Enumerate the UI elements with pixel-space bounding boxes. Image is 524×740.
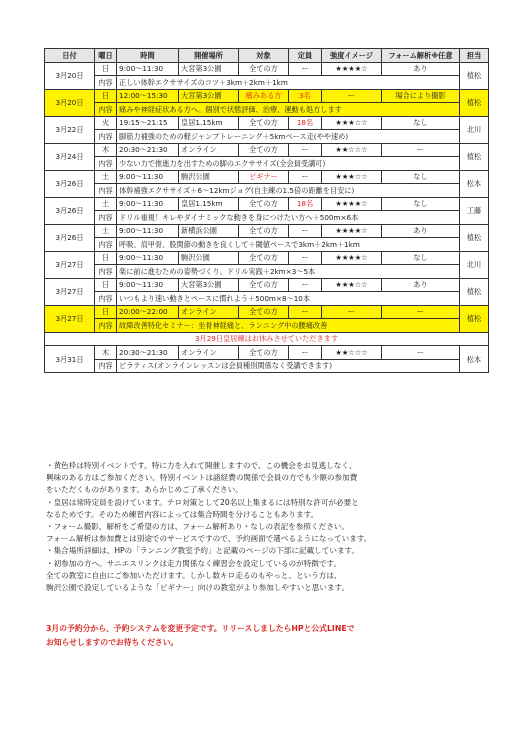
session-date: 3月22日 xyxy=(45,116,95,143)
session-time: 20:00～22:00 xyxy=(117,305,179,319)
session-date: 3月26日 xyxy=(45,224,95,251)
content-label: 内容 xyxy=(95,103,117,117)
session-form-analysis: あり xyxy=(382,224,460,238)
session-date: 3月27日 xyxy=(45,305,95,332)
header-form-analysis: フォーム解析※任意 xyxy=(382,49,460,63)
content-label: 内容 xyxy=(95,76,117,90)
session-form-analysis: なし xyxy=(382,197,460,211)
session-day: 土 xyxy=(95,170,117,184)
session-date: 3月24日 xyxy=(45,143,95,170)
note-line: 駒沢公園で設定しているような「ビギナー」向けの教室がより参加しやすいと思います。 xyxy=(46,583,350,593)
session-intensity: ★★★★☆ xyxy=(322,224,382,238)
session-row xyxy=(45,224,489,238)
session-capacity: ー xyxy=(289,251,322,265)
note-line: ・初参加の方へ。サニエスリンクは走力関係なく練習会を設定しているのが特徴です。 xyxy=(46,558,342,568)
session-row xyxy=(45,197,489,211)
content-label: 内容 xyxy=(95,130,117,144)
session-day: 土 xyxy=(95,224,117,238)
content-row xyxy=(45,292,489,306)
session-date: 3月20日 xyxy=(45,89,95,116)
session-place: オンライン xyxy=(179,305,239,319)
content-label: 内容 xyxy=(95,184,117,198)
announcement-line: お知らせしますのでお待ちください。 xyxy=(46,638,179,647)
content-row xyxy=(45,103,489,117)
header-day: 曜日 xyxy=(95,49,117,63)
session-coach: 北川 xyxy=(460,251,489,278)
session-capacity: 18名 xyxy=(289,197,322,211)
session-content: 故障改善特化セミナー：坐骨神経痛と、ランニング中の腰痛改善 xyxy=(117,319,460,333)
session-place: 駒沢公園 xyxy=(179,170,239,184)
session-capacity: ー xyxy=(289,224,322,238)
session-row xyxy=(45,251,489,265)
content-label: 内容 xyxy=(95,265,117,279)
session-date: 3月20日 xyxy=(45,62,95,89)
content-label: 内容 xyxy=(95,157,117,171)
content-label: 内容 xyxy=(95,359,117,373)
session-place: 皇居1.15km xyxy=(179,116,239,130)
session-target: 全ての方 xyxy=(239,143,289,157)
content-row xyxy=(45,238,489,252)
session-place: オンライン xyxy=(179,346,239,360)
session-date: 3月27日 xyxy=(45,251,95,278)
session-time: 9:00～11:30 xyxy=(117,170,179,184)
session-target: 全ての方 xyxy=(239,62,289,76)
schedule-table xyxy=(44,48,489,373)
session-date: 3月27日 xyxy=(45,278,95,305)
session-form-analysis: あり xyxy=(382,278,460,292)
session-intensity: ★★☆☆☆ xyxy=(322,346,382,360)
session-place: オンライン xyxy=(179,143,239,157)
session-target: 全ての方 xyxy=(239,305,289,319)
session-target: 全ての方 xyxy=(239,346,289,360)
content-label: 内容 xyxy=(95,238,117,252)
session-day: 木 xyxy=(95,346,117,360)
session-capacity: ー xyxy=(289,143,322,157)
session-coach: 北川 xyxy=(460,116,489,143)
session-intensity: ★★★☆☆ xyxy=(322,278,382,292)
session-capacity: ー xyxy=(289,170,322,184)
content-row xyxy=(45,184,489,198)
note-line: ・フォーム撮影、解析をご希望の方は、フォーム解析あり・なしの表記を参照ください。 xyxy=(46,522,349,532)
session-capacity: 18名 xyxy=(289,116,322,130)
announcement-line: 3月の予約分から、予約システムを変更予定です。リリースしましたらHPと公式LINEで xyxy=(46,624,355,633)
content-row xyxy=(45,76,489,90)
content-label: 内容 xyxy=(95,319,117,333)
header-date: 日付 xyxy=(45,49,95,63)
note-line: 興味のある方はご参加ください。特別イベントは諸経費の関係で会員の方でも少額の参加費 xyxy=(46,473,358,483)
session-target: 全ての方 xyxy=(239,251,289,265)
session-content: ピラティス(オンラインレッスンは会員種別関係なく受講できます) xyxy=(117,359,460,373)
header-target: 対象 xyxy=(239,49,289,63)
session-row xyxy=(45,305,489,319)
session-intensity: ー xyxy=(322,305,382,319)
content-row xyxy=(45,265,489,279)
session-place: 皇居1.15km xyxy=(179,197,239,211)
session-row xyxy=(45,62,489,76)
session-day: 日 xyxy=(95,278,117,292)
cancel-row xyxy=(45,332,489,346)
session-capacity: ー xyxy=(289,305,322,319)
note-line: 全ての教室に自由にご参加いただけます。しかし数キロ走るのもやっと、という方は、 xyxy=(46,570,342,580)
session-capacity: ー xyxy=(289,346,322,360)
session-intensity: ★★☆☆☆ xyxy=(322,143,382,157)
session-row xyxy=(45,170,489,184)
session-content: いつもより速い動きとペースに慣れよう＋500m×8～10本 xyxy=(117,292,460,306)
content-row xyxy=(45,319,489,333)
content-label: 内容 xyxy=(95,211,117,225)
session-time: 20:30～21:30 xyxy=(117,143,179,157)
session-form-analysis: なし xyxy=(382,170,460,184)
session-target: 全ての方 xyxy=(239,278,289,292)
session-time: 20:30～21:30 xyxy=(117,346,179,360)
header-time: 時間 xyxy=(117,49,179,63)
session-content: 脚筋力補強のための軽ジャンプトレーニング＋5kmペース走(やや速め) xyxy=(117,130,460,144)
session-row xyxy=(45,278,489,292)
session-row xyxy=(45,143,489,157)
session-date: 3月31日 xyxy=(45,346,95,373)
session-capacity: 3名 xyxy=(289,89,322,103)
session-time: 12:00～15:30 xyxy=(117,89,179,103)
content-label: 内容 xyxy=(95,292,117,306)
session-intensity: ★★★★☆ xyxy=(322,62,382,76)
session-row xyxy=(45,346,489,360)
session-day: 土 xyxy=(95,197,117,211)
note-line: ・皇居は常時定員を設けています。テロ対策として20名以上集まるには特別な許可が必要と xyxy=(46,497,359,507)
session-form-analysis: 場合により撮影 xyxy=(382,89,460,103)
session-coach: 植松 xyxy=(460,224,489,251)
session-content: 楽に前に進むための姿勢づくり、ドリル実践＋2km×3～5本 xyxy=(117,265,460,279)
session-coach: 植松 xyxy=(460,62,489,89)
session-content: ドリル重視！キレやダイナミックな動きを身につけたい方へ＋500m×6本 xyxy=(117,211,460,225)
session-coach: 植松 xyxy=(460,305,489,332)
session-intensity: ★★★☆☆ xyxy=(322,170,382,184)
session-day: 木 xyxy=(95,143,117,157)
content-row xyxy=(45,157,489,171)
session-time: 19:15～21:15 xyxy=(117,116,179,130)
session-form-analysis: あり xyxy=(382,62,460,76)
session-coach: 松本 xyxy=(460,170,489,197)
note-line: ・集合場所詳細は、HPの「ランニング教室予約」と記載のページの下部に記載しています。 xyxy=(46,546,360,556)
header-row xyxy=(45,49,489,63)
session-day: 火 xyxy=(95,116,117,130)
session-content: 痛みや神経症状ある方へ。個別で状態評価、治療、運動も処方します xyxy=(117,103,460,117)
session-row xyxy=(45,116,489,130)
session-coach: 植松 xyxy=(460,143,489,170)
note-line: をいただくものがあります。あらかじめご了承ください。 xyxy=(46,485,243,495)
session-target: ビギナー xyxy=(239,170,289,184)
session-row xyxy=(45,89,489,103)
header-capacity: 定員 xyxy=(289,49,322,63)
session-form-analysis: ー xyxy=(382,143,460,157)
content-row xyxy=(45,211,489,225)
session-intensity: ー xyxy=(322,89,382,103)
session-coach: 植松 xyxy=(460,278,489,305)
session-form-analysis: なし xyxy=(382,116,460,130)
session-place: 新横浜公園 xyxy=(179,224,239,238)
session-coach: 松本 xyxy=(460,346,489,373)
session-target: 全ての方 xyxy=(239,197,289,211)
session-intensity: ★★★☆☆ xyxy=(322,116,382,130)
header-coach: 担当 xyxy=(460,49,489,63)
session-day: 日 xyxy=(95,62,117,76)
session-day: 日 xyxy=(95,305,117,319)
session-form-analysis: なし xyxy=(382,251,460,265)
session-day: 日 xyxy=(95,89,117,103)
header-intensity: 強度イメージ xyxy=(322,49,382,63)
session-target: 全ての方 xyxy=(239,224,289,238)
session-form-analysis: ー xyxy=(382,346,460,360)
session-time: 9:00～11:30 xyxy=(117,197,179,211)
notes-section xyxy=(46,460,486,594)
session-target: 全ての方 xyxy=(239,116,289,130)
session-date: 3月26日 xyxy=(45,197,95,224)
session-time: 9:00～11:30 xyxy=(117,278,179,292)
session-capacity: ー xyxy=(289,278,322,292)
session-content: 体幹補強エクササイズ＋6～12kmジョグ(自主練の1.5倍の距離を目安に) xyxy=(117,184,460,198)
content-row xyxy=(45,130,489,144)
announcement xyxy=(46,622,486,650)
session-content: 少ない力で推進力を出すための脚のエクササイズ(全会員受講可) xyxy=(117,157,460,171)
session-date: 3月26日 xyxy=(45,170,95,197)
session-coach: 工藤 xyxy=(460,197,489,224)
session-coach: 植松 xyxy=(460,89,489,116)
session-place: 大宮第3公園 xyxy=(179,89,239,103)
session-day: 日 xyxy=(95,251,117,265)
note-line: フォーム解析は参加費とは別途でのサービスですので、予約画面で選べるようになっています。 xyxy=(46,534,372,544)
session-target: 痛みある方 xyxy=(239,89,289,103)
header-place: 開催場所 xyxy=(179,49,239,63)
note-line: なるためです。そのため練習内容によっては集合時間を分けることもあります。 xyxy=(46,509,319,519)
session-time: 9:00～11:30 xyxy=(117,251,179,265)
session-content: 正しい体幹エクササイズのコツ＋3km＋2km＋1km xyxy=(117,76,460,90)
cancel-notice: 3月29日皇居練はお休みさせていただきます xyxy=(45,332,489,346)
session-time: 9:00～11:30 xyxy=(117,62,179,76)
session-form-analysis: ー xyxy=(382,305,460,319)
session-intensity: ★★★★☆ xyxy=(322,197,382,211)
session-capacity: ー xyxy=(289,62,322,76)
content-row xyxy=(45,359,489,373)
session-place: 駒沢公園 xyxy=(179,251,239,265)
session-intensity: ★★★★☆ xyxy=(322,251,382,265)
note-line: ・黄色枠は特別イベントです。特に力を入れて開催しますので、この機会をお見逃しなく、 xyxy=(46,461,357,470)
session-time: 9:00～11:30 xyxy=(117,224,179,238)
session-content: 呼吸、肩甲骨、股関節の動きを良くして＋閾値ペースで3km＋2km＋1km xyxy=(117,238,460,252)
session-place: 大宮第3公園 xyxy=(179,278,239,292)
session-place: 大宮第3公園 xyxy=(179,62,239,76)
